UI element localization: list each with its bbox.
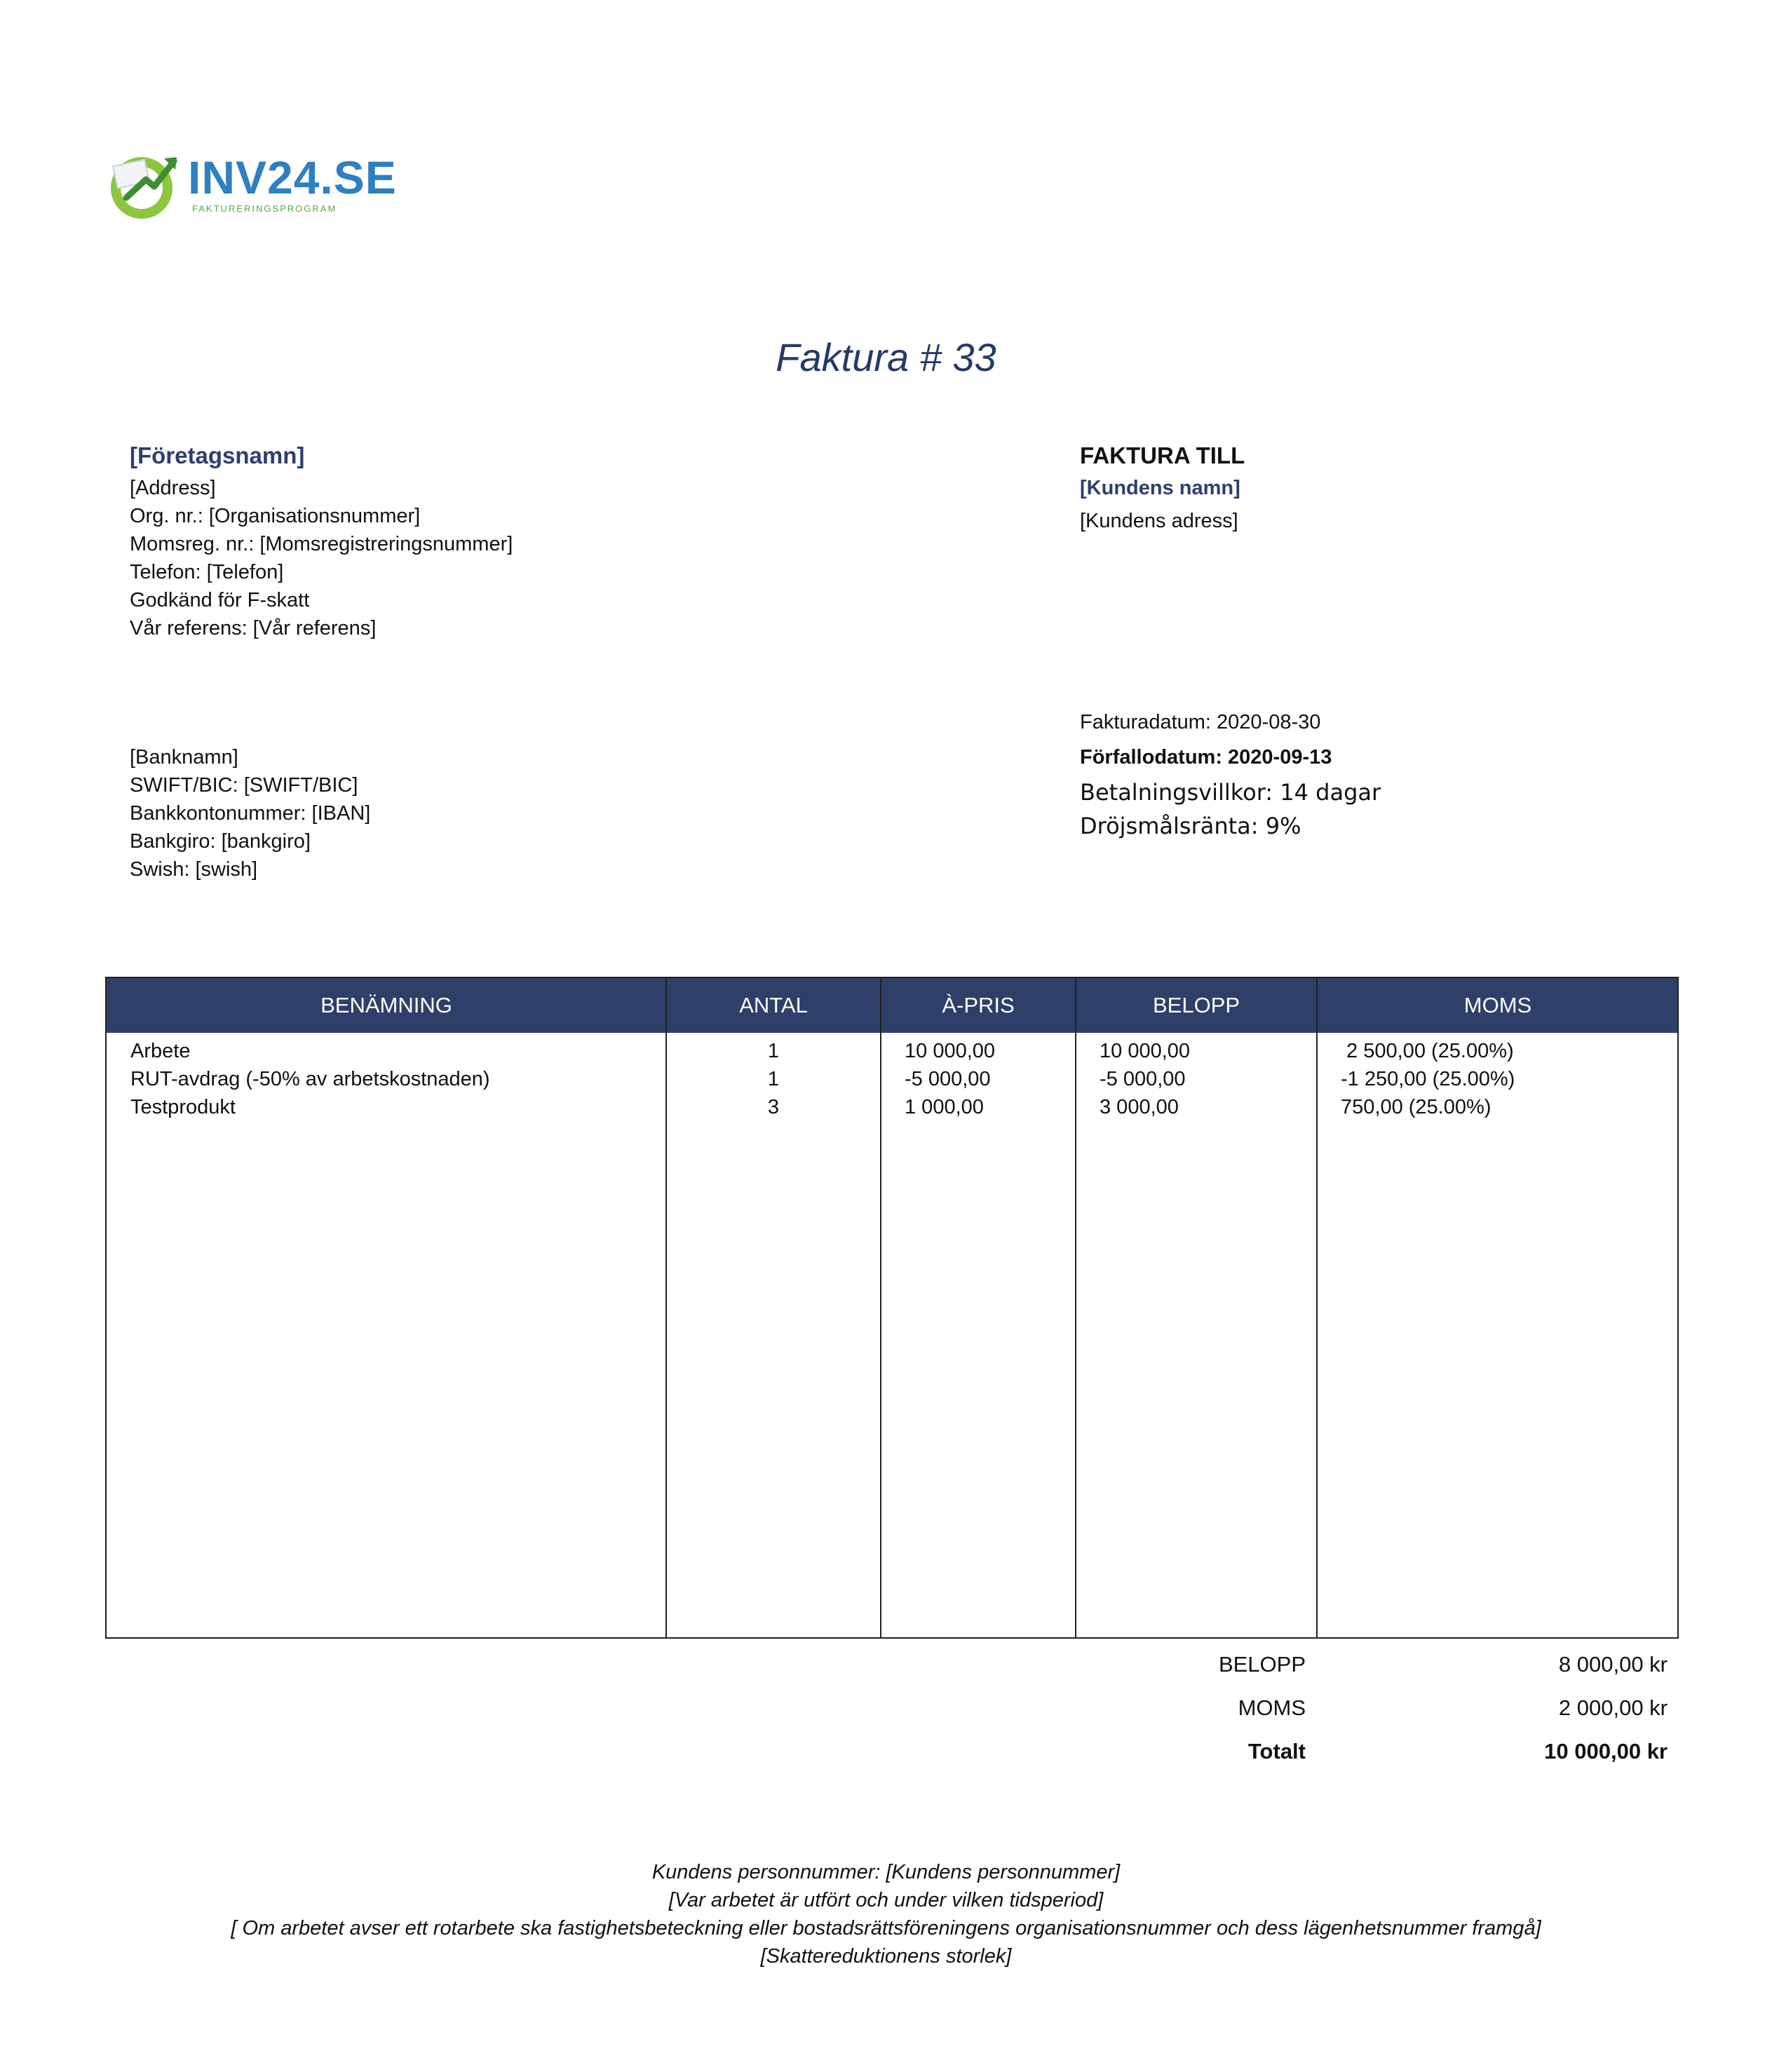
bill-to-heading: FAKTURA TILL <box>1080 442 1245 468</box>
row-amount: 10 000,00 <box>1100 1040 1191 1062</box>
row-vat: 2 500,00 (25.00%) <box>1341 1040 1514 1062</box>
company-logo <box>105 147 397 224</box>
row-qty: 1 <box>767 1068 780 1090</box>
grand-total-value: 10 000,00 kr <box>1544 1739 1668 1763</box>
table-header <box>107 978 1677 1033</box>
footer-rot-note: [ Om arbetet avser ett rotarbete ska fastighetsbeteckning eller bostadsrättsföreningens organisationsnummer och dess lägenhetsnummer framgå] <box>231 1917 1541 1939</box>
header-belopp: BELOPP <box>1152 993 1240 1017</box>
invoice-title: Faktura # 33 <box>776 335 996 379</box>
vat-total-label: MOMS <box>1238 1695 1306 1720</box>
header-antal: ANTAL <box>739 993 808 1017</box>
items-table <box>105 977 1679 1639</box>
customer-name: [Kundens namn] <box>1080 477 1240 499</box>
bank-swish: Swish: [swish] <box>130 858 258 881</box>
header-a-pris: À-PRIS <box>942 993 1015 1017</box>
row-qty: 3 <box>767 1096 780 1118</box>
header-moms: MOMS <box>1463 993 1532 1017</box>
subtotal-label: BELOPP <box>1218 1652 1306 1677</box>
seller-org-nr: Org. nr.: [Organisationsnummer] <box>130 505 421 527</box>
subtotal-value: 8 000,00 kr <box>1558 1652 1668 1677</box>
invoice-footer <box>0 1858 1772 1970</box>
seller-address: [Address] <box>130 477 216 499</box>
logo-tagline: FAKTURERINGSPROGRAM <box>192 203 337 214</box>
row-amount: 3 000,00 <box>1100 1096 1179 1118</box>
customer-address: [Kundens adress] <box>1080 510 1238 532</box>
row-name: RUT-avdrag (-50% av arbetskostnaden) <box>130 1068 490 1090</box>
seller-company-name: [Företagsnamn] <box>130 442 305 468</box>
seller-f-skatt: Godkänd för F-skatt <box>130 589 310 611</box>
bank-swift: SWIFT/BIC: [SWIFT/BIC] <box>130 774 358 797</box>
row-price: -5 000,00 <box>905 1068 991 1090</box>
footer-personnummer: Kundens personnummer: [Kundens personnummer] <box>651 1861 1121 1883</box>
column-divider <box>1316 978 1318 1637</box>
grand-total-label: Totalt <box>1247 1739 1306 1763</box>
row-amount: -5 000,00 <box>1100 1068 1186 1090</box>
bank-details <box>130 743 370 883</box>
bank-account: Bankkontonummer: [IBAN] <box>130 802 371 825</box>
invoice-date: Fakturadatum: 2020-08-30 <box>1080 711 1321 733</box>
payment-terms: Betalningsvillkor: 14 dagar <box>1080 779 1381 806</box>
bank-giro: Bankgiro: [bankgiro] <box>130 830 311 853</box>
footer-work-period: [Var arbetet är utfört och under vilken tidsperiod] <box>668 1889 1104 1911</box>
row-qty: 1 <box>767 1040 780 1062</box>
vat-total-value: 2 000,00 kr <box>1558 1695 1668 1720</box>
due-date: Förfallodatum: 2020-09-13 <box>1080 746 1332 768</box>
header-benamning: BENÄMNING <box>320 993 452 1017</box>
row-name: Testprodukt <box>130 1096 236 1118</box>
column-divider <box>1075 978 1076 1637</box>
seller-phone: Telefon: [Telefon] <box>130 561 284 583</box>
row-price: 1 000,00 <box>905 1096 984 1118</box>
late-interest: Dröjsmålsränta: 9% <box>1080 813 1301 839</box>
logo-brand-text: INV24.SE <box>188 151 397 203</box>
footer-tax-reduction: [Skattereduktionens storlek] <box>760 1945 1012 1968</box>
seller-reference: Vår referens: [Vår referens] <box>130 617 377 639</box>
logo-mark-icon <box>105 147 182 224</box>
seller-vat-nr: Momsreg. nr.: [Momsregistreringsnummer] <box>130 533 513 555</box>
row-vat: 750,00 (25.00%) <box>1341 1096 1492 1118</box>
row-price: 10 000,00 <box>905 1040 996 1062</box>
seller-details <box>130 474 513 642</box>
row-name: Arbete <box>130 1040 191 1062</box>
row-vat: -1 250,00 (25.00%) <box>1341 1068 1515 1090</box>
bank-name: [Banknamn] <box>130 746 238 768</box>
